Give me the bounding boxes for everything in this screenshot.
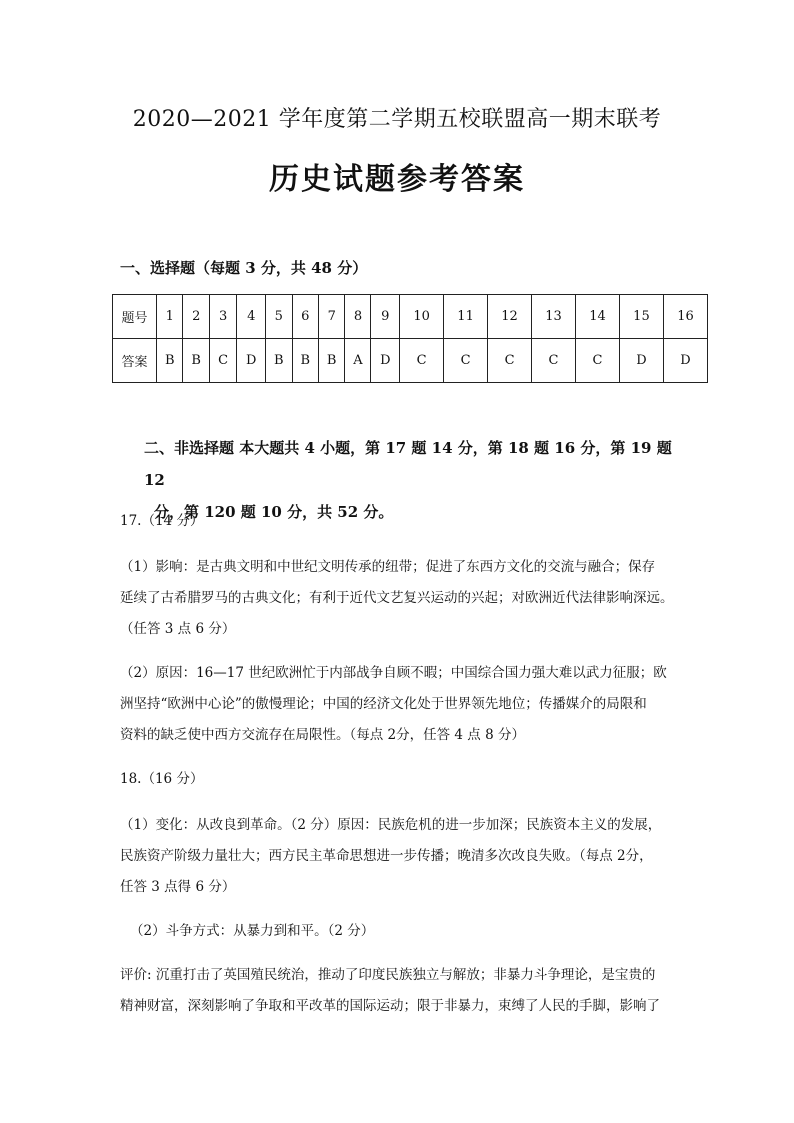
table-row-numbers xyxy=(113,295,708,339)
answer-cell: C xyxy=(444,339,488,383)
answer-key-title: 历史试题参考答案 xyxy=(269,162,525,197)
answer-cell: B xyxy=(292,339,318,383)
q17-part2-line2: 洲坚持“欧洲中心论”的傲慢理论；中国的经济文化处于世界领先地位；传播媒介的局限和 xyxy=(120,696,647,712)
q18-part2-line1: （2）斗争方式：从暴力到和平。（2 分） xyxy=(130,923,375,939)
q17-part1 xyxy=(120,552,690,645)
answer-cell: C xyxy=(488,339,532,383)
q17-part1-line2: 延续了古希腊罗马的古典文化；有利于近代文艺复兴运动的兴起；对欧洲近代法律影响深远。 xyxy=(120,590,674,606)
answer-cell: D xyxy=(619,339,663,383)
question-number-cell: 8 xyxy=(345,295,371,339)
question-number-cell: 7 xyxy=(318,295,344,339)
q18-label-block xyxy=(120,764,690,795)
question-number-cell: 1 xyxy=(157,295,183,339)
question-number-cell: 4 xyxy=(237,295,266,339)
question-number-cell: 9 xyxy=(371,295,400,339)
section2-line2: 分，第 120 题 10 分，共 52 分。 xyxy=(154,503,394,521)
answer-cell: B xyxy=(183,339,209,383)
question-number-cell: 13 xyxy=(532,295,576,339)
q17-part2 xyxy=(120,658,690,751)
answer-cell: C xyxy=(400,339,444,383)
q17-part1-line3: （任答 3 点 6 分） xyxy=(120,621,236,637)
question-number-cell: 12 xyxy=(488,295,532,339)
q18-part1 xyxy=(120,810,690,903)
answer-cell: A xyxy=(345,339,371,383)
answer-cell: B xyxy=(318,339,344,383)
q17-label-block xyxy=(120,506,690,537)
q17-label: 17.（14 分） xyxy=(120,513,204,529)
answer-cell: D xyxy=(237,339,266,383)
q18-part2 xyxy=(120,916,690,947)
question-number-cell: 14 xyxy=(576,295,620,339)
answer-cell: D xyxy=(663,339,707,383)
row-label-number: 题号 xyxy=(113,295,157,339)
q18-part1-line3: 任答 3 点得 6 分） xyxy=(120,879,236,895)
question-number-cell: 15 xyxy=(619,295,663,339)
q18-evaluation xyxy=(120,960,690,1022)
row-label-answer: 答案 xyxy=(113,339,157,383)
q18-part1-line2: 民族资产阶级力量壮大；西方民主革命思想进一步传播；晚清多次改良失败。（每点 2分， xyxy=(120,848,653,864)
question-number-cell: 2 xyxy=(183,295,209,339)
q17-part1-line1: （1）影响：是古典文明和中世纪文明传承的纽带；促进了东西方文化的交流与融合；保存 xyxy=(120,559,656,575)
q18-evaluation-line2: 精神财富，深刻影响了争取和平改革的国际运动；限于非暴力，束缚了人民的手脚，影响了 xyxy=(120,998,660,1014)
answer-cell: C xyxy=(576,339,620,383)
q18-label: 18.（16 分） xyxy=(120,771,204,787)
exam-title: 2020—2021 学年度第二学期五校联盟高一期末联考 xyxy=(132,107,662,132)
q17-part2-line3: 资料的缺乏使中西方交流存在局限性。（每点 2分，任答 4 点 8 分） xyxy=(120,727,525,743)
question-number-cell: 3 xyxy=(209,295,236,339)
answer-cell: B xyxy=(157,339,183,383)
question-number-cell: 10 xyxy=(400,295,444,339)
section2-line1: 二、非选择题 本大题共 4 小题，第 17 题 14 分，第 18 题 16 分，第 19 题 12 xyxy=(144,439,672,489)
answer-cell: C xyxy=(209,339,236,383)
section1-heading: 一、选择题（每题 3 分，共 48 分） xyxy=(120,259,368,277)
question-number-cell: 5 xyxy=(266,295,292,339)
answer-table xyxy=(112,294,708,383)
answer-cell: D xyxy=(371,339,400,383)
q17-part2-line1: （2）原因：16—17 世纪欧洲忙于内部战争自顾不暇；中国综合国力强大难以武力征服；欧 xyxy=(120,665,667,681)
question-number-cell: 16 xyxy=(663,295,707,339)
table-row-answers xyxy=(113,339,708,383)
answer-cell: B xyxy=(266,339,292,383)
question-number-cell: 6 xyxy=(292,295,318,339)
q18-part1-line1: （1）变化：从改良到革命。（2 分）原因：民族危机的进一步加深；民族资本主义的发展， xyxy=(120,817,662,833)
answer-cell: C xyxy=(532,339,576,383)
question-number-cell: 11 xyxy=(444,295,488,339)
q18-evaluation-line1: 评价: 沉重打击了英国殖民统治，推动了印度民族独立与解放；非暴力斗争理论，是宝贵的 xyxy=(120,967,656,983)
